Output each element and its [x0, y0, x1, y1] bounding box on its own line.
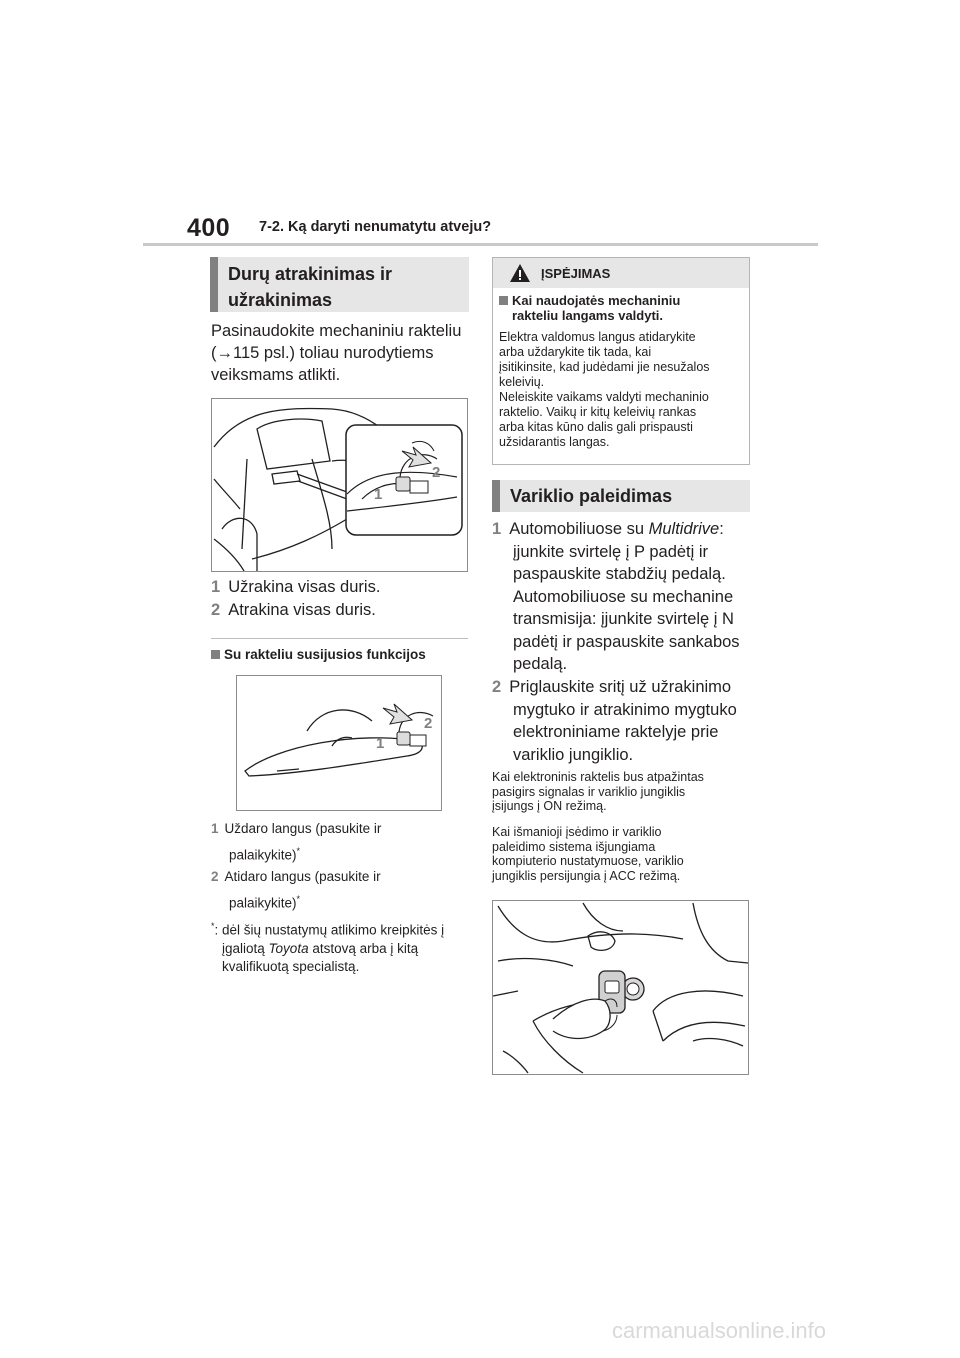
page-number: 400 — [187, 214, 231, 242]
note-smart-entry — [492, 825, 754, 883]
note-line: Kai elektroninis raktelis bus atpažintas — [492, 770, 704, 784]
footnote-line-2b: atstovą arba į kitą — [308, 940, 419, 956]
step-line: palaikykite) — [229, 847, 297, 863]
step-line: elektroniniame raktelyje prie — [513, 723, 719, 741]
watermark: carmanualsonline.info — [612, 1318, 827, 1343]
step-number: 1 — [211, 578, 221, 596]
warning-box — [492, 257, 750, 465]
fig1-label-1: 1 — [374, 486, 383, 503]
brand-name: Toyota — [268, 940, 309, 956]
step-line: mygtuko ir atrakinimo mygtuko — [513, 700, 737, 719]
subsection-title-text: Su rakteliu susijusios funkcijos — [224, 647, 426, 662]
warning-text-line: keleivių. — [499, 375, 545, 389]
note-line: pasigirs signalas ir variklio jungiklis — [492, 784, 686, 799]
warning-text-line: arba uždarykite tik tada, kai — [499, 345, 652, 359]
fig1-label-2: 2 — [432, 464, 441, 481]
note-line: jungiklis persijungia į ACC režimą. — [492, 868, 681, 883]
multidrive-term: Multidrive — [648, 520, 720, 538]
step-line: įjunkite svirtelę į P padėtį ir — [513, 542, 709, 561]
figure-car-door-key — [211, 398, 468, 572]
note-line: paleidimo sistema išjungiama — [492, 839, 656, 854]
footnote — [211, 917, 473, 976]
warning-item-title-line: rakteliu langams valdyti. — [512, 308, 664, 323]
fig2-label-2: 2 — [424, 715, 433, 732]
step-text: Atrakina visas duris. — [228, 601, 376, 619]
warning-item-title — [499, 293, 743, 323]
section-title-engine-text: Variklio paleidimas — [510, 486, 673, 506]
step-text: Užrakina visas duris. — [228, 578, 381, 596]
intro-line-2: (→115 psl.) toliau nurodytiems — [211, 344, 434, 362]
step-unlock-all — [211, 599, 376, 621]
step-number: 2 — [492, 678, 502, 696]
intro-paragraph — [211, 320, 473, 386]
intro-line-3: veiksmams atlikti. — [211, 366, 341, 384]
sub-step-open-windows — [211, 866, 471, 915]
header-rule — [143, 243, 818, 246]
step-number: 2 — [211, 869, 219, 884]
footnote-mark: * — [211, 921, 215, 931]
car-door-illustration — [212, 399, 467, 571]
subsection-rule — [211, 638, 468, 639]
step-engine-2 — [492, 676, 754, 766]
warning-text-line: arba kitas kūno dalis gali prispausti — [499, 420, 693, 434]
warning-text-line: raktelio. Vaikų ir kitų keleivių rankas — [499, 405, 697, 419]
chapter-title: 7-2. Ką daryti nenumatytu atveju? — [259, 219, 492, 235]
step-number: 1 — [492, 520, 502, 538]
warning-text — [499, 330, 743, 450]
note-recognized — [492, 770, 754, 814]
step-line: transmisija: įjunkite svirtelę į N — [513, 610, 734, 628]
sub-step-close-windows — [211, 818, 471, 867]
warning-triangle-icon — [509, 263, 531, 283]
step-line: Atidaro langus (pasukite ir — [224, 869, 381, 884]
subsection-title — [211, 647, 426, 662]
step-line: Uždaro langus (pasukite ir — [224, 821, 382, 836]
footnote-line-2a: įgaliotą — [222, 940, 269, 956]
warning-item-title-line: Kai naudojatės mechaniniu — [512, 293, 681, 308]
fig2-label-1: 1 — [376, 735, 385, 752]
footnote-mark: * — [296, 846, 301, 856]
footnote-line-1: : dėl šių nustatymų atlikimo kreipkitės į — [214, 922, 445, 938]
warning-text-line: Elektra valdomus langus atidarykite — [499, 330, 696, 344]
step-line: Priglauskite sritį už užrakinimo — [509, 678, 732, 696]
step-line: variklio jungiklio. — [513, 745, 634, 764]
step-line: Automobiliuose su — [509, 520, 649, 538]
warning-text-line: užsidarantis langas. — [499, 435, 610, 449]
footnote-line-3: kvalifikuotą specialistą. — [222, 958, 360, 974]
step-line: pedalą. — [513, 655, 568, 673]
figure-engine-switch-key — [492, 900, 749, 1075]
step-line: palaikykite) — [229, 895, 297, 911]
section-title-engine — [492, 480, 750, 512]
bullet-square-icon — [499, 296, 508, 305]
footnote-mark: * — [296, 894, 301, 904]
step-line: padėtį ir paspauskite sankabos — [513, 632, 740, 651]
bullet-square-icon — [211, 650, 220, 659]
section-title-doors — [210, 257, 469, 312]
step-line: paspauskite stabdžių pedalą. — [513, 565, 726, 583]
warning-header — [493, 258, 749, 288]
step-number: 2 — [211, 601, 221, 619]
engine-switch-illustration — [493, 901, 748, 1074]
step-line: Automobiliuose su mechanine — [513, 587, 734, 606]
note-line: Kai išmanioji įsėdimo ir variklio — [492, 825, 662, 839]
section-title-doors-text: Durų atrakinimas ir užrakinimas — [228, 264, 393, 310]
note-line: kompiuterio nustatymuose, variklio — [492, 854, 684, 868]
step-engine-1 — [492, 518, 754, 676]
note-line: įsijungs į ON režimą. — [492, 799, 607, 813]
intro-line-1: Pasinaudokite mechaniniu rakteliu — [211, 322, 462, 340]
step-colon: : — [719, 520, 724, 538]
warning-title: ĮSPĖJIMAS — [541, 265, 611, 281]
figure-door-handle-key — [236, 675, 442, 811]
step-lock-all — [211, 576, 380, 598]
step-number: 1 — [211, 821, 219, 836]
warning-body — [493, 288, 749, 450]
door-handle-illustration — [237, 676, 441, 810]
warning-text-line: įsitikinsite, kad judėdami jie nesužalos — [499, 360, 710, 374]
warning-text-line: Neleiskite vaikams valdyti mechaninio — [499, 390, 709, 404]
